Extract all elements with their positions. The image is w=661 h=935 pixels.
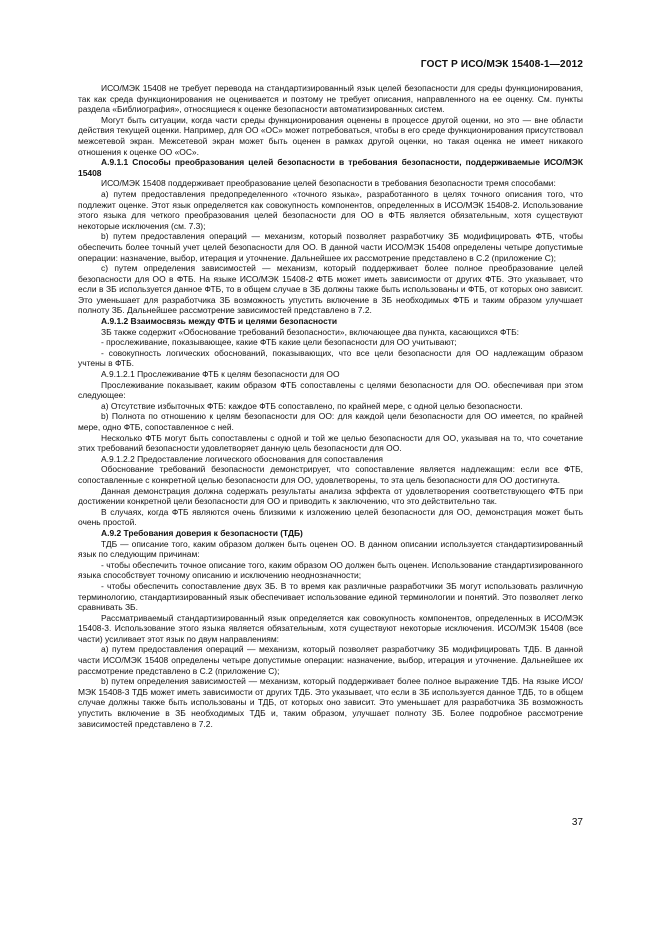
paragraph: с) путем определения зависимостей — механизм, который поддерживает более полное преобразование целей безопасности для ОО в ФТБ. На языке ИСО/МЭК 15408-2 ФТБ может иметь зависимости от других ФТБ. Это указывает, что если в ЗБ используется данное ФТБ, то в общем случае в ЗБ должны также быть использованы и ФТБ, от которых оно зависит. Это уменьшает для разработчика ЗБ возможность упустить включение в ЗБ необходимых ФТБ и таким образом улучшает полноту ЗБ. Дальнейшее рассмотрение зависимостей представлено в 7.2. (78, 263, 583, 316)
paragraph: А.9.1.2.1 Прослеживание ФТБ к целям безопасности для ОО (101, 369, 340, 380)
paragraph: ИСО/МЭК 15408 поддерживает преобразование целей безопасности в требования безопасности тремя способами: (101, 178, 556, 189)
paragraph: - чтобы обеспечить сопоставление двух ЗБ. В то время как различные разработчики ЗБ могут использовать различную терминологию, стандартизированный язык обеспечивает использование единой терминологии и понятий. Это позволяет легко сравнивать ЗБ. (78, 580, 583, 613)
paragraph: ИСО/МЭК 15408 не требует перевода на стандартизированный язык целей безопасности для среды функционирования, так как среда функционирования не оценивается и поэтому не требует описания, направленного на ее оценку. См. пункты раздела «Библиография», относящиеся к оценке безопасности автоматизированных систем. (78, 83, 583, 115)
paragraph: - чтобы обеспечить точное описание того, каким образом ОО должен быть оценен. Использование стандартизированного языка способствует точному описанию и исключению неоднозначности; (78, 559, 583, 581)
paragraph: Могут быть ситуации, когда части среды функционирования оценены в процессе другой оценки, но это — вне области действия текущей оценки. Например, для ОО «ОС» может потребоваться, чтобы в его среде функционирования присутствовал межсетевой экран. Межсетевой экран может быть оценен в рамках другой оценки, но такая оценка не имеет никакого отношения к оценке ОО «ОС». (78, 114, 583, 157)
paragraph: Данная демонстрация должна содержать результаты анализа эффекта от удовлетворения соответствующего ФТБ при достижении конкретной цели безопасности для ОО и приводить к заключению, что это действительно так. (78, 485, 583, 507)
paragraph: - совокупность логических обоснований, показывающих, что все цели безопасности для ОО надлежащим образом учтены в ФТБ. (78, 347, 583, 369)
paragraph: Несколько ФТБ могут быть сопоставлены с одной и той же целью безопасности для ОО, указывая на то, что сочетание этих требований безопасности удовлетворяет данную цель безопасности для ОО. (78, 432, 583, 454)
section-heading: А.9.2 Требования доверия к безопасности (ТДБ) (101, 527, 303, 538)
paragraph: - прослеживание, показывающее, какие ФТБ какие цели безопасности для ОО учитывают; (101, 337, 457, 348)
paragraph: А.9.1.2.2 Предоставление логического обоснования для сопоставления (101, 453, 383, 464)
paragraph: В случаях, когда ФТБ являются очень близкими к изложению целей безопасности для ОО, демонстрация может быть очень простой. (78, 506, 583, 528)
paragraph: Прослеживание показывает, каким образом ФТБ сопоставлены с целями безопасности для ОО. обеспечивая при этом следующее: (78, 379, 583, 401)
paragraph: а) Отсутствие избыточных ФТБ: каждое ФТБ сопоставлено, по крайней мере, с одной целью безопасности. (101, 400, 523, 411)
document-header: ГОСТ Р ИСО/МЭК 15408-1—2012 (420, 59, 583, 70)
paragraph: ЗБ также содержит «Обоснование требований безопасности», включающее два пункта, касающихся ФТБ: (101, 326, 520, 337)
section-heading: А.9.1.2 Взаимосвязь между ФТБ и целями безопасности (101, 316, 338, 327)
paragraph: b) путем предоставления операций — механизм, который позволяет разработчику ЗБ модифицировать ФТБ, чтобы обеспечить более точный учет целей безопасности для ОО. В данной части ИСО/МЭК 15408 определены четыре допустимые операции: назначение, выбор, итерация и уточнение. Дальнейшее их рассмотрение представлено в С.2 (приложение С); (78, 231, 583, 263)
paragraph: ТДБ — описание того, каким образом должен быть оценен ОО. В данном описании используется стандартизированный язык по следующим причинам: (78, 538, 583, 560)
section-heading: А.9.1.1 Способы преобразования целей безопасности в требования безопасности, поддерживаемые ИСО/МЭК 15408 (78, 157, 583, 178)
paragraph: Рассматриваемый стандартизированный язык определяется как совокупность компонентов, определенных в ИСО/МЭК 15408-3. Использование этого языка является обязательным, хотя существуют некоторые исключения. ИСО/МЭК 15408 (все части) усиливает этот язык по двум направлениям: (78, 612, 583, 644)
paragraph: Обоснование требований безопасности демонстрирует, что сопоставление является надлежащим: если все ФТБ, сопоставленные с конкретной целью безопасности для ОО, удовлетворены, то эта цель безопасности для ОО достигнута. (78, 464, 583, 485)
paragraph: b) Полнота по отношению к целям безопасности для ОО: для каждой цели безопасности для ОО имеется, по крайней мере, одно ФТБ, сопоставленное с ней. (78, 411, 583, 432)
paragraph: а) путем предоставления операций — механизм, который позволяет разработчику ЗБ модифицировать ТДБ. В данной части ИСО/МЭК 15408 определены четыре допустимые операции: назначение, выбор, итерация и уточнение. Дальнейшее их рассмотрение представлено в С.2 (приложение С); (78, 644, 583, 676)
paragraph: b) путем определения зависимостей — механизм, который поддерживает более полное выражение ТДБ. На языке ИСО/МЭК 15408-3 ТДБ может иметь зависимости от других ТДБ. Это указывает, что если в ЗБ используется данное ТДБ, то в общем случае должны также быть использованы и ТДБ, от которых оно зависит. Это уменьшает для разработчика ЗБ возможность упустить включение в ЗБ необходимых ТДБ и, таким образом, улучшает полноту ЗБ. Более подробное рассмотрение зависимостей представлено в 7.2. (78, 676, 583, 729)
document-body (78, 83, 583, 729)
page-number: 37 (571, 817, 583, 828)
paragraph: а) путем предоставления предопределенного «точного языка», разработанного в целях точного описания того, что подлежит оценке. Этот язык определяется как совокупность компонентов, определенных в ИСО/МЭК 15408-2. Использование этого языка для четкого преобразования целей безопасности для ОО в ФТБ является обязательным, хотя существуют некоторые исключения (см. 7.3); (78, 188, 583, 231)
